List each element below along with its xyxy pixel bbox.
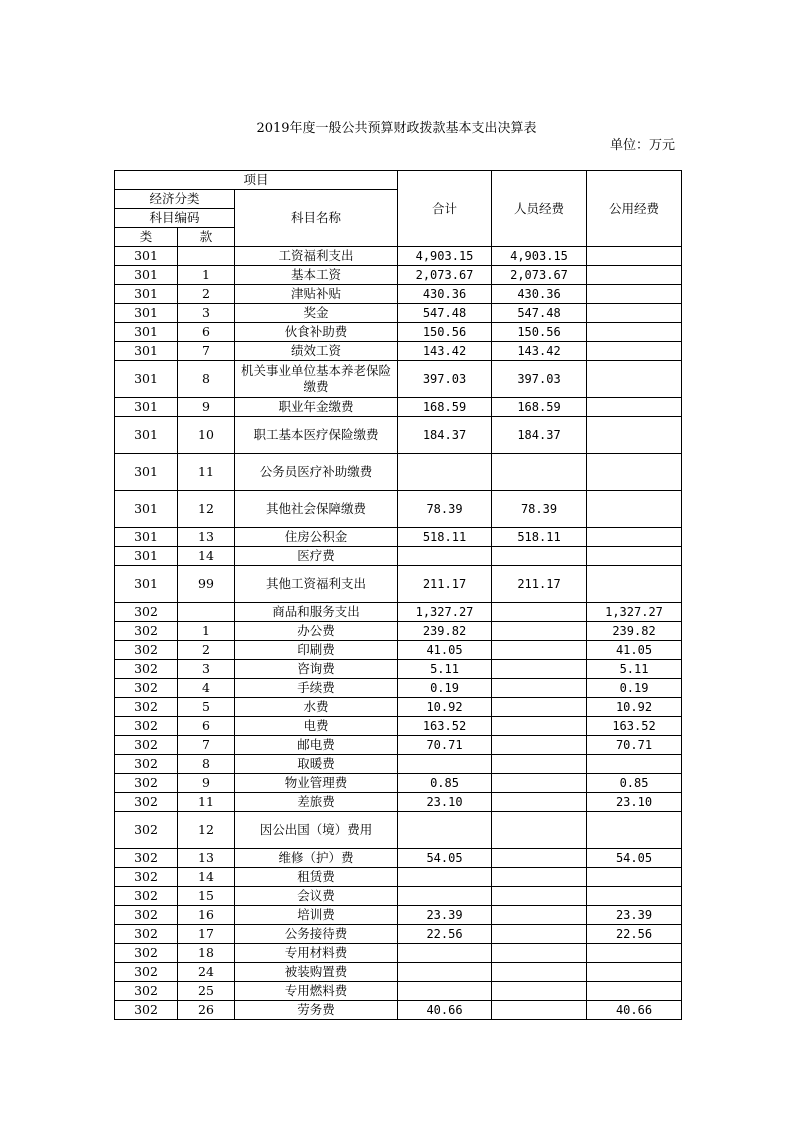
cell-personnel: 168.59 [492,398,587,417]
cell-lei: 301 [115,266,178,285]
cell-name: 专用燃料费 [235,982,398,1001]
cell-total [398,454,492,491]
cell-public: 10.92 [587,698,682,717]
cell-kuan: 7 [178,342,235,361]
cell-lei: 302 [115,793,178,812]
cell-lei: 301 [115,247,178,266]
table-row [115,944,682,963]
cell-lei: 302 [115,755,178,774]
table-row [115,304,682,323]
table-row [115,417,682,454]
cell-public [587,982,682,1001]
cell-personnel [492,963,587,982]
cell-total: 397.03 [398,361,492,398]
cell-total: 211.17 [398,566,492,603]
cell-total: 1,327.27 [398,603,492,622]
cell-public [587,304,682,323]
cell-kuan: 7 [178,736,235,755]
cell-public [587,528,682,547]
cell-personnel [492,679,587,698]
cell-lei: 302 [115,774,178,793]
cell-name: 差旅费 [235,793,398,812]
cell-personnel [492,868,587,887]
table-row [115,285,682,304]
cell-name: 公务员医疗补助缴费 [235,454,398,491]
cell-personnel: 184.37 [492,417,587,454]
cell-personnel: 397.03 [492,361,587,398]
cell-lei: 302 [115,849,178,868]
header-lei: 类 [115,228,178,247]
cell-kuan: 13 [178,849,235,868]
cell-personnel [492,982,587,1001]
header-personnel: 人员经费 [492,171,587,247]
cell-name: 绩效工资 [235,342,398,361]
cell-lei: 302 [115,717,178,736]
cell-total: 0.85 [398,774,492,793]
cell-public: 23.39 [587,906,682,925]
cell-personnel: 518.11 [492,528,587,547]
cell-total [398,963,492,982]
cell-name: 水费 [235,698,398,717]
cell-public: 22.56 [587,925,682,944]
cell-lei: 302 [115,868,178,887]
cell-public: 70.71 [587,736,682,755]
table-row [115,323,682,342]
cell-personnel [492,622,587,641]
table-row [115,660,682,679]
cell-total: 184.37 [398,417,492,454]
cell-total: 430.36 [398,285,492,304]
cell-personnel [492,641,587,660]
cell-name: 机关事业单位基本养老保险缴费 [235,361,398,398]
cell-name: 培训费 [235,906,398,925]
cell-name: 奖金 [235,304,398,323]
cell-public: 0.19 [587,679,682,698]
cell-public [587,755,682,774]
cell-kuan [178,603,235,622]
cell-lei: 302 [115,622,178,641]
table-row [115,528,682,547]
cell-personnel: 2,073.67 [492,266,587,285]
cell-kuan: 5 [178,698,235,717]
cell-kuan: 14 [178,868,235,887]
cell-personnel: 547.48 [492,304,587,323]
cell-lei: 301 [115,285,178,304]
table-row [115,622,682,641]
cell-public [587,944,682,963]
cell-kuan: 4 [178,679,235,698]
cell-personnel [492,1001,587,1020]
table-row [115,454,682,491]
cell-kuan: 25 [178,982,235,1001]
cell-personnel [492,755,587,774]
cell-lei: 302 [115,679,178,698]
cell-public [587,868,682,887]
cell-personnel [492,849,587,868]
cell-public [587,887,682,906]
cell-lei: 301 [115,566,178,603]
cell-public: 239.82 [587,622,682,641]
cell-name: 公务接待费 [235,925,398,944]
cell-total: 547.48 [398,304,492,323]
cell-kuan: 99 [178,566,235,603]
cell-name: 电费 [235,717,398,736]
cell-name: 办公费 [235,622,398,641]
cell-public [587,266,682,285]
cell-total: 143.42 [398,342,492,361]
cell-public: 5.11 [587,660,682,679]
cell-kuan: 3 [178,304,235,323]
cell-personnel [492,887,587,906]
cell-personnel [492,906,587,925]
cell-public [587,547,682,566]
cell-personnel [492,774,587,793]
cell-total [398,755,492,774]
header-econ-class: 经济分类 [115,190,235,209]
cell-name: 咨询费 [235,660,398,679]
cell-kuan: 26 [178,1001,235,1020]
cell-personnel [492,547,587,566]
cell-name: 印刷费 [235,641,398,660]
table-row [115,1001,682,1020]
cell-public [587,398,682,417]
header-project: 项目 [115,171,398,190]
cell-public [587,454,682,491]
cell-total [398,982,492,1001]
cell-personnel [492,454,587,491]
cell-personnel [492,793,587,812]
table-row [115,736,682,755]
cell-total [398,887,492,906]
header-public: 公用经费 [587,171,682,247]
cell-personnel [492,717,587,736]
cell-total: 41.05 [398,641,492,660]
cell-lei: 301 [115,417,178,454]
table-row [115,266,682,285]
cell-public: 40.66 [587,1001,682,1020]
cell-public [587,812,682,849]
cell-lei: 301 [115,361,178,398]
cell-name: 基本工资 [235,266,398,285]
cell-name: 物业管理费 [235,774,398,793]
cell-total: 23.39 [398,906,492,925]
table-row [115,793,682,812]
header-name: 科目名称 [235,190,398,247]
cell-personnel: 4,903.15 [492,247,587,266]
table-row [115,641,682,660]
cell-personnel [492,660,587,679]
cell-lei: 302 [115,925,178,944]
cell-personnel [492,603,587,622]
cell-public [587,491,682,528]
cell-total: 40.66 [398,1001,492,1020]
cell-lei: 302 [115,906,178,925]
cell-kuan: 6 [178,717,235,736]
cell-personnel [492,698,587,717]
cell-kuan: 1 [178,266,235,285]
cell-lei: 301 [115,454,178,491]
cell-personnel: 150.56 [492,323,587,342]
cell-kuan: 14 [178,547,235,566]
cell-total: 5.11 [398,660,492,679]
cell-lei: 302 [115,660,178,679]
cell-kuan: 13 [178,528,235,547]
cell-name: 取暖费 [235,755,398,774]
cell-total: 168.59 [398,398,492,417]
cell-public [587,566,682,603]
cell-kuan: 3 [178,660,235,679]
header-kuan: 款 [178,228,235,247]
cell-kuan: 12 [178,491,235,528]
table-row [115,906,682,925]
table-row [115,566,682,603]
unit-label: 单位：万元 [609,138,675,153]
cell-public: 41.05 [587,641,682,660]
cell-kuan: 10 [178,417,235,454]
table-row [115,491,682,528]
cell-name: 商品和服务支出 [235,603,398,622]
cell-name: 维修（护）费 [235,849,398,868]
cell-name: 职业年金缴费 [235,398,398,417]
table-row [115,698,682,717]
cell-public: 0.85 [587,774,682,793]
cell-lei: 302 [115,887,178,906]
cell-kuan: 9 [178,774,235,793]
budget-table [114,170,682,1020]
cell-name: 专用材料费 [235,944,398,963]
cell-total: 4,903.15 [398,247,492,266]
cell-lei: 302 [115,698,178,717]
cell-public [587,963,682,982]
header-code: 科目编码 [115,209,235,228]
cell-kuan: 15 [178,887,235,906]
cell-lei: 301 [115,398,178,417]
cell-name: 被装购置费 [235,963,398,982]
cell-kuan: 8 [178,755,235,774]
table-row [115,717,682,736]
cell-lei: 302 [115,603,178,622]
cell-total: 2,073.67 [398,266,492,285]
cell-lei: 302 [115,963,178,982]
cell-public: 163.52 [587,717,682,736]
cell-lei: 301 [115,304,178,323]
table-row [115,812,682,849]
cell-total: 518.11 [398,528,492,547]
cell-total: 163.52 [398,717,492,736]
header-total: 合计 [398,171,492,247]
cell-name: 职工基本医疗保险缴费 [235,417,398,454]
cell-total [398,944,492,963]
cell-lei: 302 [115,812,178,849]
cell-kuan: 8 [178,361,235,398]
cell-total: 22.56 [398,925,492,944]
cell-kuan: 11 [178,454,235,491]
cell-name: 住房公积金 [235,528,398,547]
table-row [115,398,682,417]
table-row [115,361,682,398]
table-row [115,774,682,793]
cell-public [587,285,682,304]
cell-name: 因公出国（境）费用 [235,812,398,849]
cell-personnel [492,944,587,963]
cell-total: 239.82 [398,622,492,641]
cell-name: 其他社会保障缴费 [235,491,398,528]
cell-kuan: 24 [178,963,235,982]
cell-total: 150.56 [398,323,492,342]
table-row [115,342,682,361]
cell-total: 78.39 [398,491,492,528]
cell-lei: 301 [115,547,178,566]
cell-kuan: 2 [178,285,235,304]
table-row [115,755,682,774]
cell-lei: 301 [115,323,178,342]
cell-public [587,247,682,266]
table-row [115,963,682,982]
cell-total: 70.71 [398,736,492,755]
cell-lei: 301 [115,528,178,547]
cell-kuan: 2 [178,641,235,660]
cell-lei: 301 [115,342,178,361]
cell-personnel: 78.39 [492,491,587,528]
cell-name: 劳务费 [235,1001,398,1020]
cell-kuan: 18 [178,944,235,963]
cell-lei: 302 [115,736,178,755]
cell-lei: 302 [115,1001,178,1020]
cell-total: 10.92 [398,698,492,717]
cell-total: 54.05 [398,849,492,868]
cell-public: 1,327.27 [587,603,682,622]
cell-public [587,361,682,398]
cell-kuan: 1 [178,622,235,641]
cell-kuan [178,247,235,266]
cell-public [587,417,682,454]
cell-public [587,342,682,361]
cell-lei: 301 [115,491,178,528]
cell-public [587,323,682,342]
cell-kuan: 11 [178,793,235,812]
cell-total: 0.19 [398,679,492,698]
cell-personnel: 211.17 [492,566,587,603]
cell-personnel [492,812,587,849]
table-row [115,868,682,887]
table-row [115,849,682,868]
table-row [115,547,682,566]
cell-name: 邮电费 [235,736,398,755]
cell-name: 租赁费 [235,868,398,887]
cell-kuan: 9 [178,398,235,417]
table-row [115,887,682,906]
cell-lei: 302 [115,982,178,1001]
table-row [115,247,682,266]
cell-lei: 302 [115,641,178,660]
cell-total: 23.10 [398,793,492,812]
page-title: 2019年度一般公共预算财政拨款基本支出决算表 [256,121,537,136]
cell-kuan: 12 [178,812,235,849]
cell-lei: 302 [115,944,178,963]
cell-total [398,812,492,849]
table-row [115,925,682,944]
cell-total [398,547,492,566]
cell-name: 津贴补贴 [235,285,398,304]
cell-public: 54.05 [587,849,682,868]
cell-kuan: 16 [178,906,235,925]
table-row [115,982,682,1001]
table-row [115,679,682,698]
cell-total [398,868,492,887]
cell-personnel: 430.36 [492,285,587,304]
cell-name: 其他工资福利支出 [235,566,398,603]
cell-kuan: 17 [178,925,235,944]
cell-name: 医疗费 [235,547,398,566]
cell-kuan: 6 [178,323,235,342]
cell-personnel [492,736,587,755]
cell-name: 工资福利支出 [235,247,398,266]
cell-name: 伙食补助费 [235,323,398,342]
cell-personnel [492,925,587,944]
table-row [115,603,682,622]
cell-public: 23.10 [587,793,682,812]
cell-name: 手续费 [235,679,398,698]
cell-name: 会议费 [235,887,398,906]
cell-personnel: 143.42 [492,342,587,361]
